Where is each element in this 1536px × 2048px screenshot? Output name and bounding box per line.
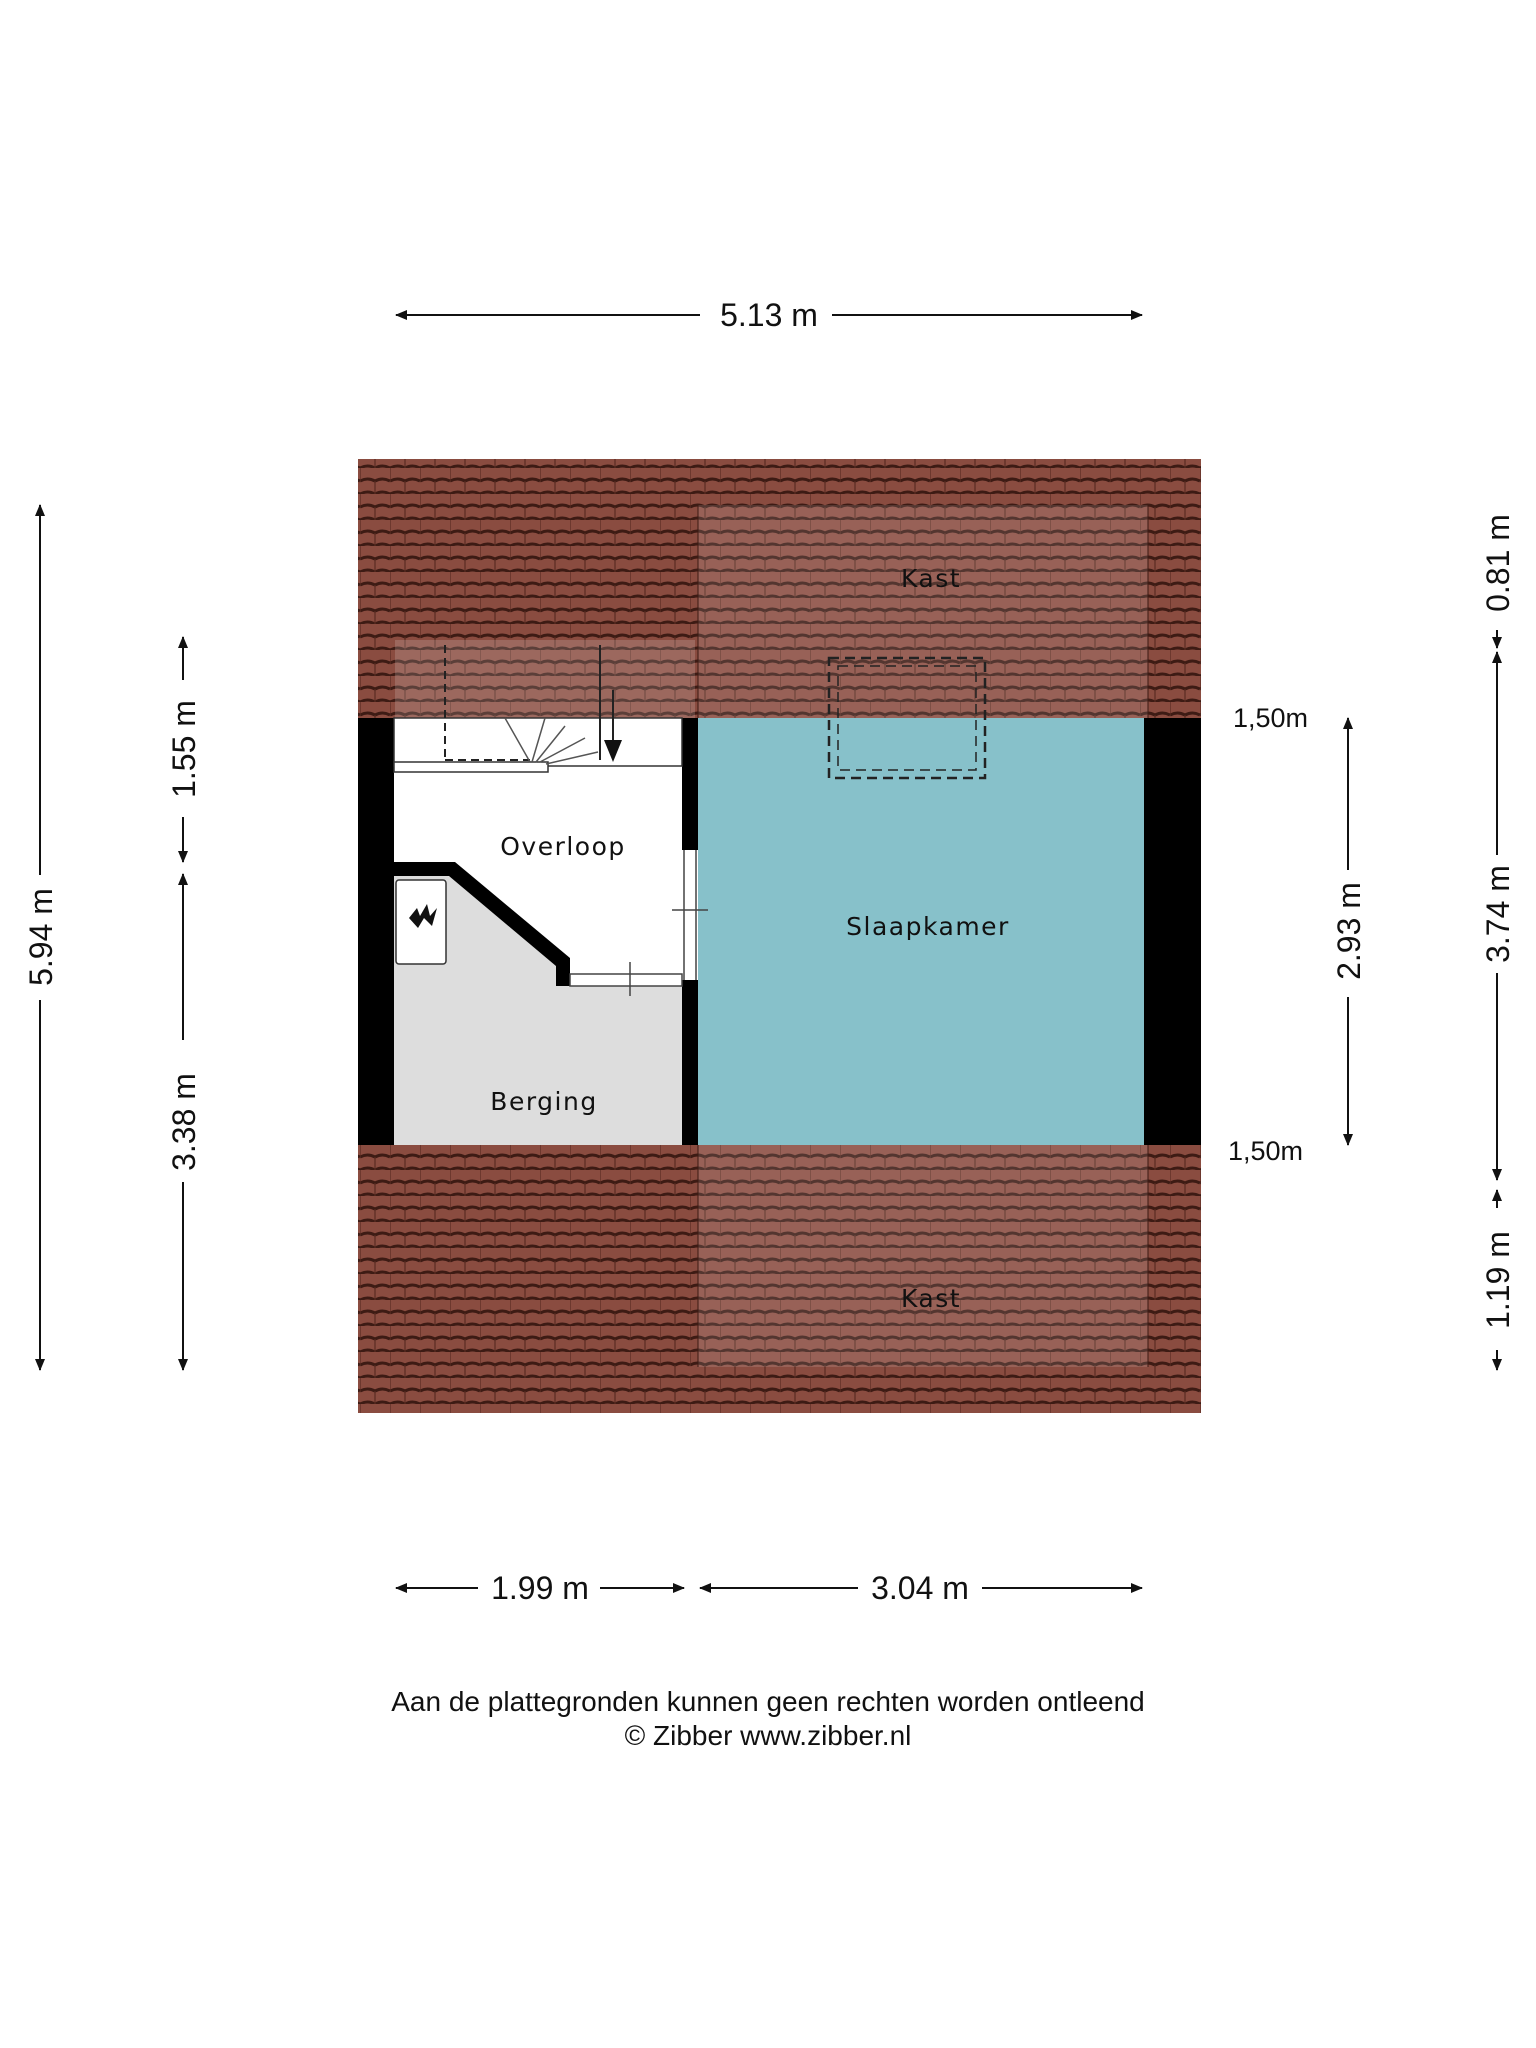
- dim-inner-height: 2.93 m: [1331, 882, 1367, 980]
- wall-right: [1144, 718, 1201, 1145]
- dim-right-middle: 3.74 m: [1480, 865, 1516, 963]
- room-label-slaapkamer: Slaapkamer: [846, 912, 1010, 941]
- roof-top-panel: [698, 505, 1148, 718]
- roof-bottom-panel: [698, 1145, 1148, 1367]
- berging-floor-lower: [394, 986, 682, 1145]
- dim-bottom-left: 1.99 m: [491, 1570, 589, 1606]
- dim-left-lower: 3.38 m: [166, 1073, 202, 1171]
- partition-door: [570, 974, 682, 986]
- footer-copyright: © Zibber www.zibber.nl: [624, 1720, 912, 1751]
- wall-left: [358, 718, 394, 1145]
- cv-boiler-icon: [396, 880, 446, 964]
- dim-right-top: 0.81 m: [1480, 514, 1516, 612]
- room-label-kast-bottom: Kast: [900, 1284, 962, 1313]
- dim-left-upper: 1.55 m: [166, 700, 202, 798]
- dim-eave-top: 1,50m: [1233, 703, 1309, 733]
- room-label-kast-top: Kast: [900, 564, 962, 593]
- room-label-overloop: Overloop: [500, 832, 626, 861]
- room-label-berging: Berging: [490, 1087, 598, 1116]
- dim-top-width: 5.13 m: [720, 297, 818, 333]
- dim-eave-bottom: 1,50m: [1228, 1136, 1304, 1166]
- dim-left-total: 5.94 m: [23, 888, 59, 986]
- roof-top-overloop-panel: [395, 640, 695, 718]
- dim-right-bottom: 1.19 m: [1480, 1231, 1516, 1329]
- dim-bottom-right: 3.04 m: [871, 1570, 969, 1606]
- footer-disclaimer: Aan de plattegronden kunnen geen rechten worden ontleend: [391, 1686, 1145, 1717]
